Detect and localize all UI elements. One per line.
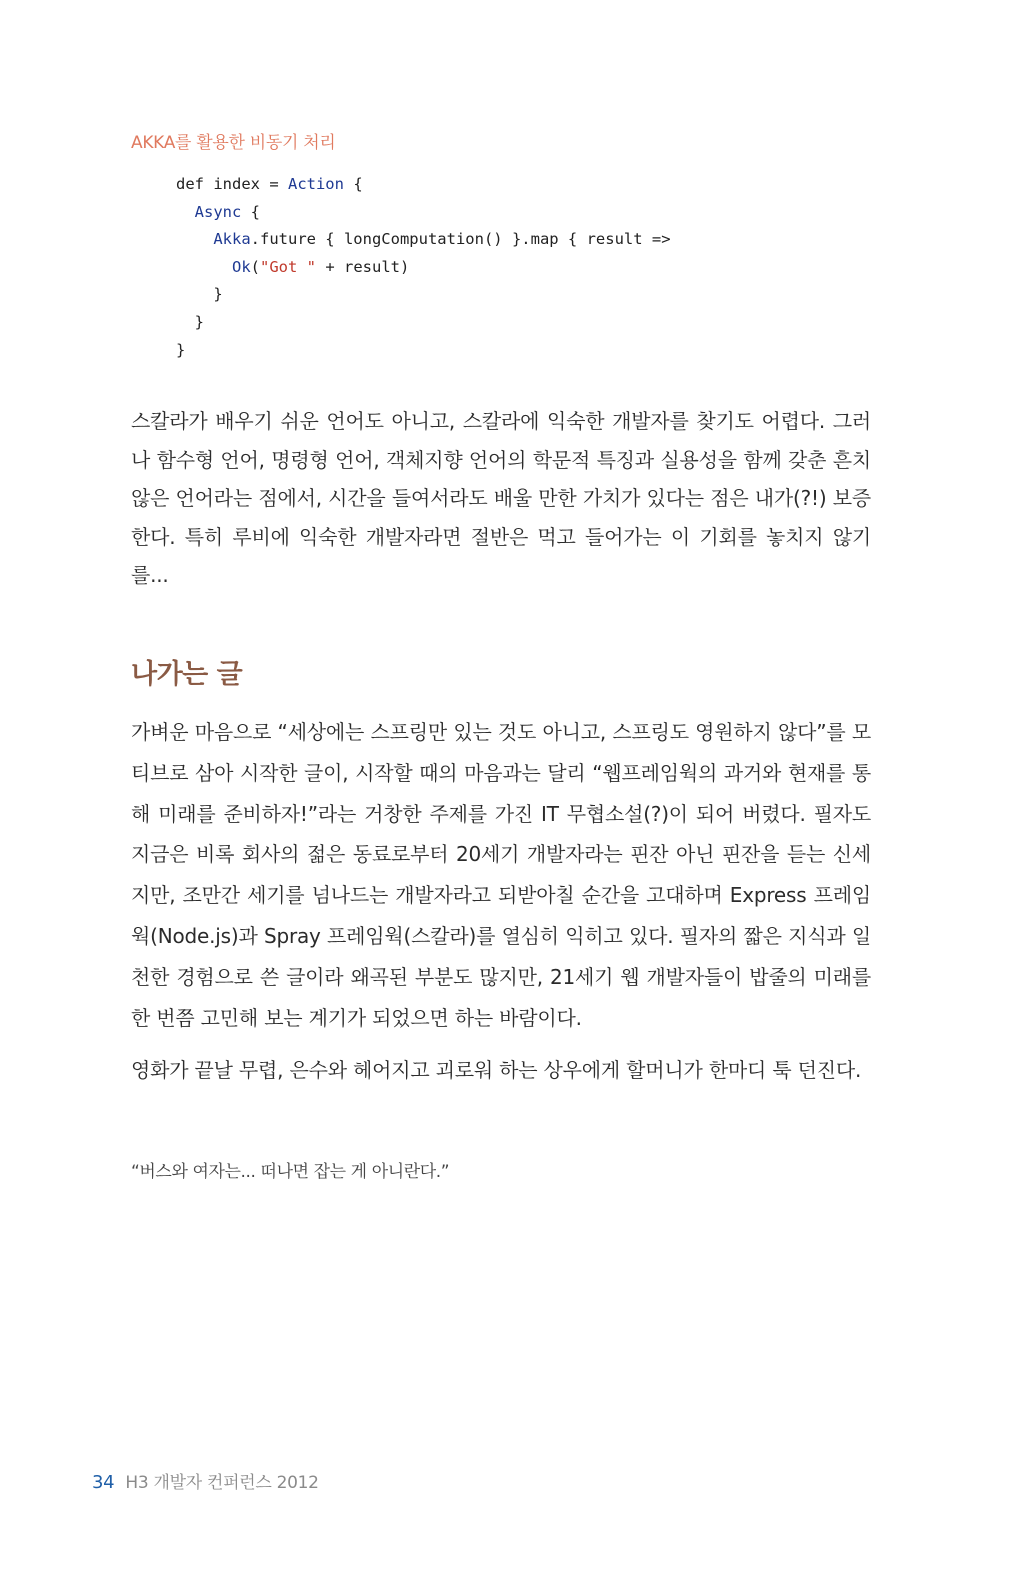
code-line: }: [176, 312, 204, 331]
page-number: 34: [92, 1472, 115, 1493]
code-token: [176, 203, 195, 221]
code-token: {: [343, 175, 363, 193]
code-line: }: [176, 340, 186, 359]
code-block: [176, 171, 671, 364]
code-token: + result): [316, 257, 410, 276]
body-paragraph: 가벼운 마음으로 “세상에는 스프링만 있는 것도 아니고, 스프링도 영원하지 않다”를 모티브로 삼아 시작한 글이, 시작할 때의 마음과는 달리 “웹프레임웍의 과거와 현재를 통해 미래를 준비하자!”라는 거창한 주제를 가진 IT 무협소설(?)이 되어 버렸다. 필자도 지금은 비록 회사의 젊은 동료로부터 20세기 개발자라는 핀잔 아닌 핀잔을 듣는 신세지만, 조만간 세기를 넘나드는 개발자라고 되받아칠 순간을 고대하며 Express 프레임웍(Node.js)과 Spray 프레임웍(스칼라)를 열심히 익히고 있다. 필자의 짧은 지식과 일천한 경험으로 쓴 글이라 왜곡된 부분도 많지만, 21세기 웹 개발자들이 밥줄의 미래를 한 번쯤 고민해 보는 계기가 되었으면 하는 바람이다.: [131, 720, 871, 1030]
code-line: [176, 254, 671, 282]
code-token: {: [241, 202, 261, 221]
code-token: def index =: [176, 175, 288, 193]
code-token: Ok: [232, 257, 251, 276]
code-token: Action: [287, 175, 344, 193]
code-line: [176, 171, 671, 199]
page-footer: [92, 1468, 319, 1493]
quote: “버스와 여자는... 떠나면 잡는 게 아니란다.”: [131, 1162, 450, 1182]
code-token: [176, 258, 232, 276]
code-token: Akka: [213, 230, 251, 249]
code-line: }: [176, 285, 223, 304]
code-line: [176, 199, 671, 227]
body-paragraph: 영화가 끝날 무렵, 은수와 헤어지고 괴로워 하는 상우에게 할머니가 한마디 툭 던진다.: [131, 1058, 862, 1082]
section-title: 나가는 글: [131, 659, 243, 690]
code-token: (: [250, 257, 261, 276]
footer-publication: H3 개발자 컨퍼런스 2012: [125, 1473, 319, 1493]
code-string: "Got ": [260, 257, 317, 276]
code-line: [176, 226, 671, 254]
code-token: Async: [194, 202, 242, 221]
running-header: AKKA를 활용한 비동기 처리: [131, 133, 336, 153]
code-token: .future { longComputation() }.map { result =>: [250, 230, 671, 249]
code-token: [176, 230, 213, 248]
body-paragraph: 스칼라가 배우기 쉬운 언어도 아니고, 스칼라에 익숙한 개발자를 찾기도 어렵다. 그러나 함수형 언어, 명령형 언어, 객체지향 언어의 학문적 특징과 실용성을 함께 갖춘 흔치 않은 언어라는 점에서, 시간을 들여서라도 배울 만한 가치가 있다는 점은 내가(?!) 보증한다. 특히 루비에 익숙한 개발자라면 절반은 먹고 들어가는 이 기회를 놓치지 않기를...: [131, 409, 871, 587]
